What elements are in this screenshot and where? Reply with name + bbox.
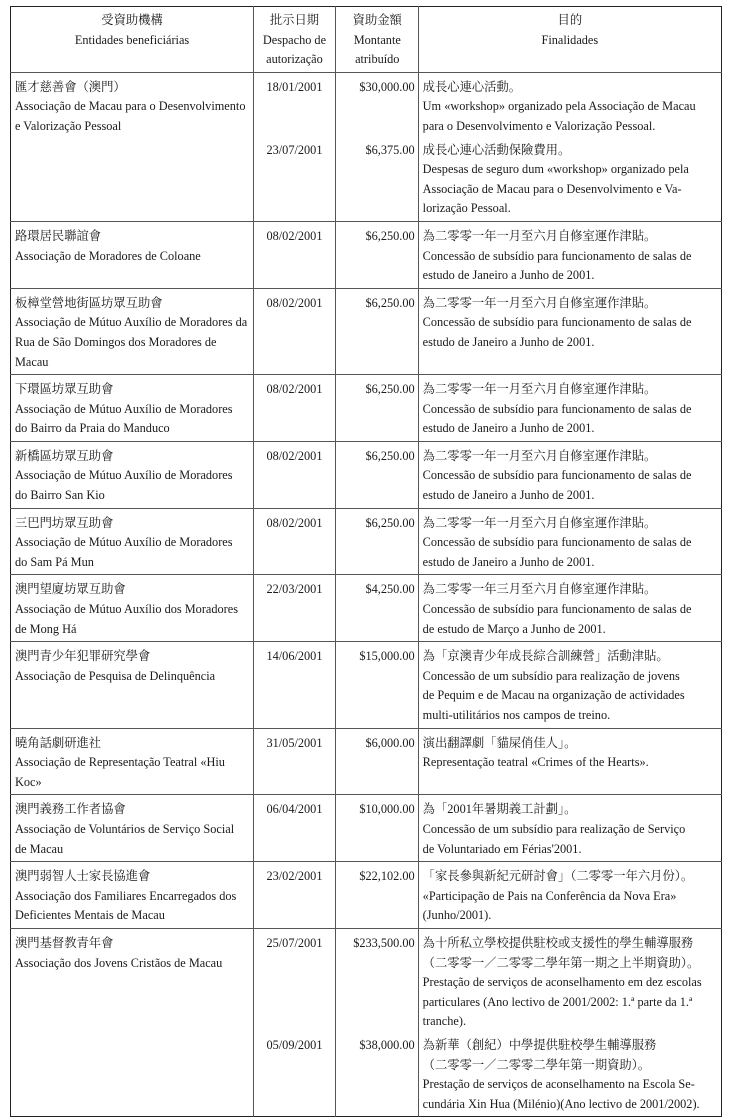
entity-name-line: 匯才慈善會（澳門） bbox=[15, 79, 126, 94]
purpose-line: Concessão de subsídio para funcionamento de salas de bbox=[422, 248, 692, 263]
entity-name-line: Associação de Mútuo Auxílio de Moradores bbox=[15, 401, 233, 416]
purpose-cell bbox=[418, 139, 721, 222]
entity-cell bbox=[11, 508, 254, 575]
purpose-line: Representação teatral «Crimes of the Hearts». bbox=[422, 755, 649, 770]
amount-value: $30,000.00 bbox=[359, 79, 415, 94]
table-row bbox=[11, 441, 722, 508]
date-cell bbox=[254, 221, 336, 288]
entity-name-line: Rua de São Domingos dos Moradores de Macau bbox=[15, 334, 217, 369]
date-cell bbox=[254, 508, 336, 575]
purpose-cell bbox=[418, 928, 721, 1033]
purpose-line: 為十所私立學校提供駐校或支援性的學生輔導服務 bbox=[422, 935, 694, 950]
approval-date: 08/02/2001 bbox=[266, 382, 323, 397]
purpose-line: (Junho/2001). bbox=[422, 908, 492, 923]
entity-name-line: Associação dos Familiares Encarregados dos bbox=[15, 888, 237, 903]
entity-cell bbox=[11, 862, 254, 929]
header-date bbox=[254, 7, 336, 73]
entity-cell bbox=[11, 72, 254, 221]
purpose-cell bbox=[418, 288, 721, 374]
entity-name-line: 澳門基督教青年會 bbox=[15, 935, 114, 950]
entity-name-line: 板樟堂營地街區坊眾互助會 bbox=[15, 295, 163, 310]
date-cell bbox=[254, 728, 336, 795]
purpose-line: para o Desenvolvimento e Valorização Pessoal. bbox=[422, 118, 656, 133]
purpose-cell bbox=[418, 575, 721, 642]
approval-date: 08/02/2001 bbox=[266, 448, 323, 463]
entity-name-line: Associação dos Jovens Cristãos de Macau bbox=[15, 955, 223, 970]
approval-date: 08/02/2001 bbox=[266, 295, 323, 310]
entity-name-line: 曉角話劇研進社 bbox=[15, 735, 102, 750]
amount-cell bbox=[335, 221, 418, 288]
approval-date: 23/02/2001 bbox=[266, 869, 323, 884]
table-row bbox=[11, 795, 722, 862]
amount-cell bbox=[335, 928, 418, 1033]
purpose-line: Prestação de serviços de aconselhamento na Escola Se- bbox=[422, 1077, 695, 1092]
entity-cell bbox=[11, 441, 254, 508]
purpose-line: Concessão de um subsídio para realização de jovens bbox=[422, 668, 680, 683]
amount-value: $6,250.00 bbox=[365, 228, 415, 243]
purpose-line: Associação de Macau para o Desenvolvimento e Va- bbox=[422, 181, 682, 196]
purpose-line: 為新華（創紀）中學提供駐校學生輔導服務 bbox=[422, 1037, 657, 1052]
header-entities bbox=[11, 7, 254, 73]
entity-name-line: Associação de Mútuo Auxílio de Moradores bbox=[15, 468, 233, 483]
header-amount-pt1: Montante bbox=[353, 32, 401, 47]
entity-name-line: 下環區坊眾互助會 bbox=[15, 382, 114, 397]
amount-value: $6,375.00 bbox=[365, 142, 415, 157]
table-row bbox=[11, 928, 722, 1033]
purpose-line: 為「京澳青少年成長綜合訓練營」活動津貼。 bbox=[422, 649, 669, 664]
purpose-line: de estudo de Março a Junho de 2001. bbox=[422, 621, 606, 636]
purpose-line: 為二零零一年一月至六月自修室運作津貼。 bbox=[422, 382, 657, 397]
approval-date: 08/02/2001 bbox=[266, 228, 323, 243]
purpose-line: 成長心連心活動保險費用。 bbox=[422, 142, 571, 157]
approval-date: 22/03/2001 bbox=[266, 582, 323, 597]
date-cell bbox=[254, 441, 336, 508]
amount-cell bbox=[335, 288, 418, 374]
purpose-line: Concessão de um subsídio para realização de Serviço bbox=[422, 821, 686, 836]
amount-cell bbox=[335, 862, 418, 929]
amount-value: $6,250.00 bbox=[365, 515, 415, 530]
purpose-line: 為二零零一年一月至六月自修室運作津貼。 bbox=[422, 515, 657, 530]
purpose-line: Concessão de subsídio para funcionamento de salas de bbox=[422, 602, 692, 617]
amount-cell bbox=[335, 1034, 418, 1117]
table-row bbox=[11, 508, 722, 575]
table-row bbox=[11, 642, 722, 728]
entity-name-line: Associação de Mútuo Auxílio de Moradores bbox=[15, 535, 233, 550]
amount-cell bbox=[335, 508, 418, 575]
header-date-pt2: autorização bbox=[266, 52, 323, 67]
approval-date: 08/02/2001 bbox=[266, 515, 323, 530]
purpose-line: estudo de Janeiro a Junho de 2001. bbox=[422, 421, 595, 436]
purpose-line: （二零零一／二零零二學年第一期資助）。 bbox=[422, 1057, 651, 1072]
entity-name-line: Associação de Pesquisa de Delinquência bbox=[15, 668, 216, 683]
purpose-line: Concessão de subsídio para funcionamento de salas de bbox=[422, 315, 692, 330]
date-cell bbox=[254, 288, 336, 374]
header-amount-zh: 資助金額 bbox=[352, 13, 402, 27]
purpose-cell bbox=[418, 508, 721, 575]
purpose-line: Concessão de subsídio para funcionamento de salas de bbox=[422, 535, 692, 550]
entity-cell bbox=[11, 642, 254, 728]
header-entities-pt: Entidades beneficiárias bbox=[74, 32, 190, 47]
purpose-line: estudo de Janeiro a Junho de 2001. bbox=[422, 334, 595, 349]
header-purpose-pt: Finalidades bbox=[541, 32, 599, 47]
date-cell bbox=[254, 375, 336, 442]
entity-name-line: 澳門弱智人士家長協進會 bbox=[15, 869, 151, 884]
amount-value: $6,000.00 bbox=[365, 735, 415, 750]
entity-name-line: 新橋區坊眾互助會 bbox=[15, 448, 114, 463]
date-cell bbox=[254, 862, 336, 929]
purpose-line: «Participação de Pais na Conferência da Nova Era» bbox=[422, 888, 677, 903]
date-cell bbox=[254, 795, 336, 862]
entity-name-line: de Macau bbox=[15, 841, 64, 856]
approval-date: 18/01/2001 bbox=[266, 79, 323, 94]
entity-cell bbox=[11, 375, 254, 442]
purpose-cell bbox=[418, 1034, 721, 1117]
entity-cell bbox=[11, 288, 254, 374]
entity-name-line: Associação de Representação Teatral «Hiu Koc» bbox=[15, 755, 225, 789]
table-row bbox=[11, 728, 722, 795]
purpose-line: 為二零零一年一月至六月自修室運作津貼。 bbox=[422, 295, 657, 310]
purpose-line: Concessão de subsídio para funcionamento de salas de bbox=[422, 401, 692, 416]
purpose-cell bbox=[418, 862, 721, 929]
header-date-zh: 批示日期 bbox=[269, 13, 320, 27]
purpose-line: Despesas de seguro dum «workshop» organizado pela bbox=[422, 162, 689, 177]
entity-name-line: do Bairro da Praia do Manduco bbox=[15, 421, 170, 436]
purpose-line: de Voluntariado em Férias'2001. bbox=[422, 841, 582, 856]
purpose-cell bbox=[418, 221, 721, 288]
purpose-line: （二零零一／二零零二學年第一期之上半期資助）。 bbox=[422, 955, 700, 970]
amount-cell bbox=[335, 441, 418, 508]
amount-cell bbox=[335, 728, 418, 795]
date-cell bbox=[254, 72, 336, 138]
purpose-line: estudo de Janeiro a Junho de 2001. bbox=[422, 488, 595, 503]
purpose-cell bbox=[418, 642, 721, 728]
table-row bbox=[11, 862, 722, 929]
header-purpose bbox=[418, 7, 721, 73]
amount-value: $10,000.00 bbox=[359, 802, 415, 817]
amount-cell bbox=[335, 642, 418, 728]
entity-name-line: 路環居民聯誼會 bbox=[15, 228, 102, 243]
approval-date: 25/07/2001 bbox=[266, 935, 323, 950]
table-header bbox=[11, 7, 722, 73]
purpose-line: de Pequim e de Macau na organização de actividades bbox=[422, 688, 685, 703]
purpose-line: 為「2001年暑期義工計劃」。 bbox=[422, 802, 577, 817]
entity-name-line: do Sam Pá Mun bbox=[15, 554, 94, 569]
amount-value: $6,250.00 bbox=[365, 382, 415, 397]
purpose-line: 成長心連心活動。 bbox=[422, 79, 522, 94]
entity-cell bbox=[11, 728, 254, 795]
date-cell bbox=[254, 928, 336, 1033]
entity-cell bbox=[11, 928, 254, 1116]
entity-cell bbox=[11, 575, 254, 642]
entity-name-line: 澳門望廈坊眾互助會 bbox=[15, 582, 126, 597]
grants-table bbox=[10, 6, 722, 1117]
amount-value: $6,250.00 bbox=[365, 295, 415, 310]
date-cell bbox=[254, 575, 336, 642]
purpose-line: particulares (Ano lectivo de 2001/2002: 1.ª parte da 1.ª bbox=[422, 994, 693, 1009]
purpose-line: cundária Xin Hua (Milénio)(Ano lectivo de 2001/2002). bbox=[422, 1096, 700, 1111]
amount-value: $22,102.00 bbox=[359, 869, 415, 884]
purpose-line: 演出翻譯劇「貓屎俏佳人」。 bbox=[422, 735, 577, 750]
entity-name-line: 澳門青少年犯罪研究學會 bbox=[15, 649, 151, 664]
entity-name-line: Associação de Mútuo Auxílio dos Moradores bbox=[15, 602, 239, 617]
table-body bbox=[11, 72, 722, 1117]
amount-cell bbox=[335, 795, 418, 862]
purpose-line: tranche). bbox=[422, 1014, 467, 1029]
approval-date: 05/09/2001 bbox=[266, 1037, 323, 1052]
approval-date: 31/05/2001 bbox=[266, 735, 323, 750]
purpose-line: 為二零零一年三月至六月自修室運作津貼。 bbox=[422, 582, 657, 597]
entity-name-line: 三巴門坊眾互助會 bbox=[15, 515, 114, 530]
amount-value: $233,500.00 bbox=[353, 935, 415, 950]
entity-name-line: Associação de Macau para o Desenvolvimento bbox=[15, 99, 246, 114]
table-row bbox=[11, 72, 722, 138]
entity-name-line: Associação de Mútuo Auxílio de Moradores da bbox=[15, 315, 248, 330]
amount-value: $6,250.00 bbox=[365, 448, 415, 463]
table-row bbox=[11, 375, 722, 442]
amount-cell bbox=[335, 139, 418, 222]
header-date-pt1: Despacho de bbox=[262, 32, 327, 47]
purpose-cell bbox=[418, 728, 721, 795]
amount-cell bbox=[335, 72, 418, 138]
entity-name-line: Associação de Moradores de Coloane bbox=[15, 248, 201, 263]
amount-cell bbox=[335, 575, 418, 642]
amount-cell bbox=[335, 375, 418, 442]
entity-cell bbox=[11, 221, 254, 288]
approval-date: 14/06/2001 bbox=[266, 649, 323, 664]
purpose-line: Concessão de subsídio para funcionamento de salas de bbox=[422, 468, 692, 483]
header-purpose-zh: 目的 bbox=[557, 13, 583, 27]
purpose-line: estudo de Janeiro a Junho de 2001. bbox=[422, 554, 595, 569]
date-cell bbox=[254, 1034, 336, 1117]
entity-name-line: 澳門義務工作者協會 bbox=[15, 802, 126, 817]
table-row bbox=[11, 288, 722, 374]
date-cell bbox=[254, 642, 336, 728]
purpose-line: 「家長參與新紀元研討會」（二零零一年六月份）。 bbox=[422, 869, 694, 884]
purpose-line: 為二零零一年一月至六月自修室運作津貼。 bbox=[422, 228, 657, 243]
purpose-cell bbox=[418, 72, 721, 138]
amount-value: $38,000.00 bbox=[359, 1037, 415, 1052]
approval-date: 23/07/2001 bbox=[266, 142, 323, 157]
header-amount bbox=[335, 7, 418, 73]
date-cell bbox=[254, 139, 336, 222]
purpose-cell bbox=[418, 375, 721, 442]
amount-value: $15,000.00 bbox=[359, 649, 415, 664]
header-amount-pt2: atribuído bbox=[355, 52, 400, 67]
entity-name-line: Deficientes Mentais de Macau bbox=[15, 908, 165, 923]
header-entities-zh: 受資助機構 bbox=[101, 13, 163, 27]
purpose-line: lorização Pessoal. bbox=[422, 201, 511, 216]
purpose-line: multi-utilitários nos campos de treino. bbox=[422, 708, 611, 722]
table-row bbox=[11, 221, 722, 288]
purpose-line: estudo de Janeiro a Junho de 2001. bbox=[422, 268, 595, 283]
entity-name-line: de Mong Há bbox=[15, 621, 77, 636]
entity-name-line: e Valorização Pessoal bbox=[15, 118, 122, 133]
entity-cell bbox=[11, 795, 254, 862]
approval-date: 06/04/2001 bbox=[266, 802, 323, 817]
amount-value: $4,250.00 bbox=[365, 582, 415, 597]
purpose-line: 為二零零一年一月至六月自修室運作津貼。 bbox=[422, 448, 657, 463]
table-row bbox=[11, 575, 722, 642]
purpose-cell bbox=[418, 441, 721, 508]
entity-name-line: do Bairro San Kio bbox=[15, 488, 105, 503]
entity-name-line: Associação de Voluntários de Serviço Social bbox=[15, 821, 235, 836]
purpose-line: Um «workshop» organizado pela Associação de Macau bbox=[422, 99, 696, 114]
purpose-line: Prestação de serviços de aconselhamento em dez escolas bbox=[422, 975, 702, 990]
purpose-cell bbox=[418, 795, 721, 862]
